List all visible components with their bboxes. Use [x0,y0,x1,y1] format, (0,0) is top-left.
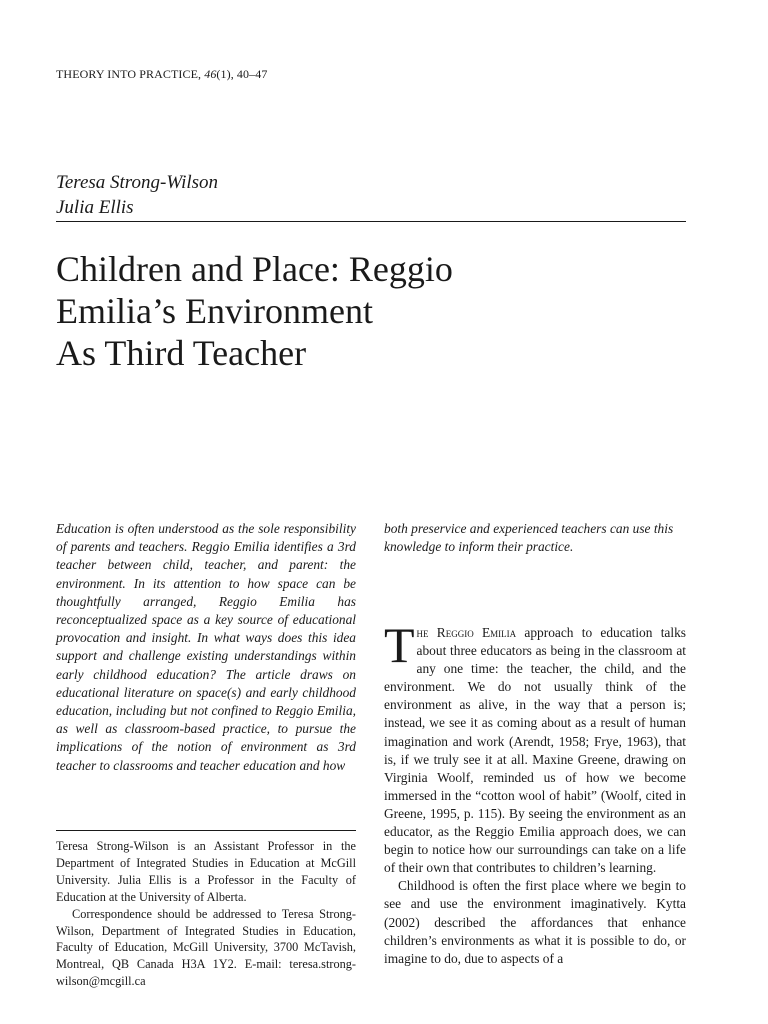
author-footnote [56,838,356,990]
issue-pages: (1), 40–47 [216,67,268,81]
footnote-divider [56,830,356,831]
title-line: As Third Teacher [56,333,307,373]
correspondence-note: Correspondence should be addressed to Teresa Strong-Wilson, Department of Integrated Studies in Education, Faculty of Education, McGill University, 3700 McTavish, Montreal, QB Canada H3A 1Y2. E-mail: teresa.strong-wilson@mcgill.ca [56,906,356,989]
journal-name: THEORY INTO PRACTICE, [56,67,205,81]
title-divider [56,221,686,222]
author-bio: Teresa Strong-Wilson is an Assistant Professor in the Department of Integrated Studies in Education at McGill University. Julia Ellis is a Professor in the Faculty of Education at the University of Alberta. [56,839,356,904]
drop-cap: T [384,617,415,673]
small-caps-lead: he Reggio Emilia [416,625,517,640]
abstract-right-column: both preservice and experienced teachers can use this knowledge to inform their practice. [384,521,674,555]
title-line: Emilia’s Environment [56,291,373,331]
article-title [56,248,453,374]
volume-number: 46 [204,67,217,81]
body-paragraph: Childhood is often the first place where we begin to see and use the environment imaginatively. Kytta (2002) described the affordances that enhance children’s environments as what it is possible to do, or imagine to do, due to aspects of a [384,878,686,966]
body-paragraph [384,617,686,877]
author-name: Teresa Strong-Wilson [56,172,219,193]
paragraph-text: approach to education talks about three educators as being in the classroom at any one time: the teacher, the child, and the environment. We do not usually think of the environment as alive, in the way that a person is; instead, we see it as coming about as a result of human imagination and work (Arendt, 1958; Frye, 1963), that is, if we truly see it at all. Maxine Greene, drawing on Virginia Woolf, reminded us of how we become immersed in the “cotton wool of habit” (Woolf, cited in Greene, 1995, p. 115). By seeing the environment as an educator, as the Reggio Emilia approach does, we can begin to notice how our surroundings can take on a life of their own that contributes to children’s learning. [384,625,686,876]
running-head [56,67,267,82]
author-list [56,170,218,220]
title-line: Children and Place: Reggio [56,249,453,289]
author-name: Julia Ellis [56,197,134,218]
abstract-left-column: Education is often understood as the sole responsibility of parents and teachers. Reggio Emilia identifies a 3rd teacher between child, teacher, and parent: the environment. In its attention to how space can be thoughtfully arranged, Reggio Emilia has reconceptualized space as a key source of educational provocation and insight. In what ways does this idea support and challenge existing understandings within early childhood education? The article draws on educational literature on space(s) and early childhood education, including but not confined to Reggio Emilia, as well as classroom-based practice, to pursue the implications of the notion of environment as 3rd teacher to classrooms and teacher education and how [56,521,356,773]
body-text-column [384,617,686,968]
